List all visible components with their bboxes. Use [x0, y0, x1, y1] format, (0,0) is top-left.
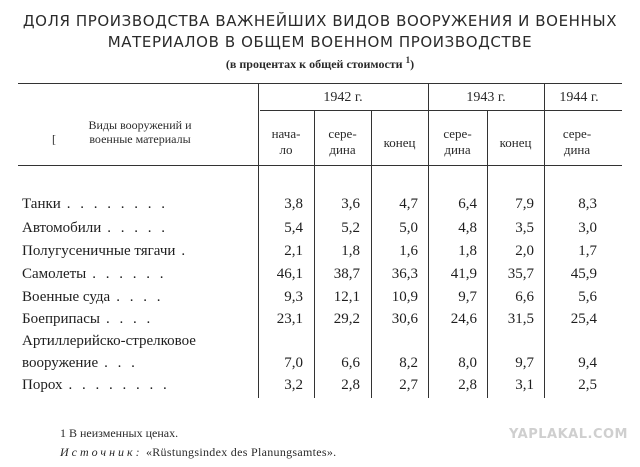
table-cell: 9,7: [515, 355, 534, 371]
table-cell: 6,6: [515, 289, 534, 305]
table-cell: 25,4: [570, 311, 597, 327]
table-cell: 8,0: [458, 355, 477, 371]
stub-header-line-2: [ военные материалы: [52, 132, 191, 146]
table-cell: 3,8: [284, 196, 303, 212]
table-top-rule: [18, 83, 622, 84]
leader-dots: . . . . . .: [92, 266, 167, 282]
footnote: 1 В неизменных ценах.: [60, 426, 179, 440]
leader-dots: . . . .: [105, 311, 154, 327]
subheader-konets-1942: конец: [383, 135, 416, 150]
table-cell: 1,8: [458, 243, 477, 259]
subheader-nachalo-1942: нача- ло: [271, 126, 301, 157]
table-cell: 5,2: [341, 220, 360, 236]
row-label-text: Военные суда: [22, 289, 111, 305]
stub-header: [30, 118, 250, 146]
header-bottom-rule: [18, 165, 622, 166]
row-label-text: Боеприпасы: [22, 311, 100, 327]
row-label-text: Порох: [22, 377, 63, 393]
table-subtitle: [0, 55, 640, 72]
table-cell: 4,8: [458, 220, 477, 236]
table-cell: 30,6: [391, 311, 418, 327]
year-1943: 1943 г.: [466, 90, 506, 105]
table-cell: 3,5: [515, 220, 534, 236]
table-cell: 36,3: [391, 266, 418, 282]
table-cell: 38,7: [333, 266, 360, 282]
table-cell: 3,0: [578, 220, 597, 236]
table-cell: 1,6: [399, 243, 418, 259]
table-cell: 9,7: [458, 289, 477, 305]
row-label: [22, 196, 168, 213]
source-label: Источник:: [60, 445, 143, 459]
table-cell: 8,2: [399, 355, 418, 371]
source-text: «Rüstungsindex des Planungsamtes».: [145, 445, 337, 459]
stub-header-line-1: Виды вооружений и: [88, 118, 192, 132]
table-cell: 2,5: [578, 377, 597, 393]
table-cell: 3,2: [284, 377, 303, 393]
row-label: [22, 355, 138, 372]
table-cell: 3,1: [515, 377, 534, 393]
row-label: [22, 311, 153, 328]
leader-dots: . . . .: [116, 289, 164, 305]
table-cell: 2,7: [399, 377, 418, 393]
table-cell: 5,6: [578, 289, 597, 305]
table-title-line-2: МАТЕРИАЛОВ В ОБЩЕМ ВОЕННОМ ПРОИЗВОДСТВЕ: [107, 33, 533, 51]
leader-dots: . . . . .: [107, 220, 169, 236]
leader-dots: . . . . . . . .: [68, 377, 170, 393]
year-1944: 1944 г.: [559, 90, 599, 105]
subheader-konets-1943: конец: [499, 135, 532, 150]
table-cell: 2,8: [341, 377, 360, 393]
row-label-text: Танки: [22, 196, 61, 212]
table-cell: 7,9: [515, 196, 534, 212]
row-label-text: Артиллерийско-стрелковое: [22, 333, 196, 349]
watermark: YAPLAKAL.COM: [509, 427, 628, 442]
table-cell: 6,4: [458, 196, 477, 212]
table-cell: 3,6: [341, 196, 360, 212]
table-cell: 7,0: [284, 355, 303, 371]
table-cell: 2,1: [284, 243, 303, 259]
table-cell: 6,6: [341, 355, 360, 371]
table-cell: 23,1: [276, 311, 303, 327]
table-cell: 35,7: [507, 266, 534, 282]
row-label: [22, 333, 196, 350]
subtitle-text: (в процентах к общей стоимости: [225, 57, 403, 71]
leader-dots: .: [181, 243, 189, 259]
source-line: [60, 445, 336, 460]
subheader-seredina-1943: сере- дина: [443, 126, 472, 157]
table-cell: 5,4: [284, 220, 303, 236]
subtitle-end: ): [410, 57, 415, 71]
table-cell: 46,1: [276, 266, 303, 282]
table-title-line-1: ДОЛЯ ПРОИЗВОДСТВА ВАЖНЕЙШИХ ВИДОВ ВООРУЖЕНИЯ И ВОЕННЫХ: [22, 12, 618, 30]
row-label: [22, 220, 168, 237]
table-cell: 4,7: [399, 196, 418, 212]
row-label: [22, 266, 166, 283]
leader-dots: . . .: [104, 355, 138, 371]
table-cell: 2,8: [458, 377, 477, 393]
table-cell: 8,3: [578, 196, 597, 212]
table-cell: 2,0: [515, 243, 534, 259]
row-label-text: Самолеты: [22, 266, 87, 282]
row-label: [22, 377, 170, 394]
table-cell: 31,5: [507, 311, 534, 327]
row-label: [22, 243, 188, 260]
row-label: [22, 289, 163, 306]
leader-dots: . . . . . . . .: [66, 196, 169, 212]
table-cell: 1,8: [341, 243, 360, 259]
subheader-seredina-1942: сере- дина: [328, 126, 357, 157]
table-cell: 9,3: [284, 289, 303, 305]
row-label-text: вооружение: [22, 355, 99, 371]
table-cell: 1,7: [578, 243, 597, 259]
table-cell: 41,9: [450, 266, 477, 282]
row-label-text: Полугусеничные тягачи: [22, 243, 176, 259]
table-cell: 12,1: [333, 289, 360, 305]
year-1942: 1942 г.: [323, 90, 363, 105]
table-cell: 24,6: [450, 311, 477, 327]
row-label-text: Автомобили: [22, 220, 102, 236]
table-cell: 9,4: [578, 355, 597, 371]
subheader-seredina-1944: сере- дина: [562, 126, 592, 157]
subtitle-footnote-mark: 1: [405, 55, 411, 65]
stub-header-mark: [: [52, 132, 56, 146]
table-cell: 10,9: [391, 289, 418, 305]
table-cell: 45,9: [570, 266, 597, 282]
table-cell: 5,0: [399, 220, 418, 236]
table-cell: 29,2: [333, 311, 360, 327]
